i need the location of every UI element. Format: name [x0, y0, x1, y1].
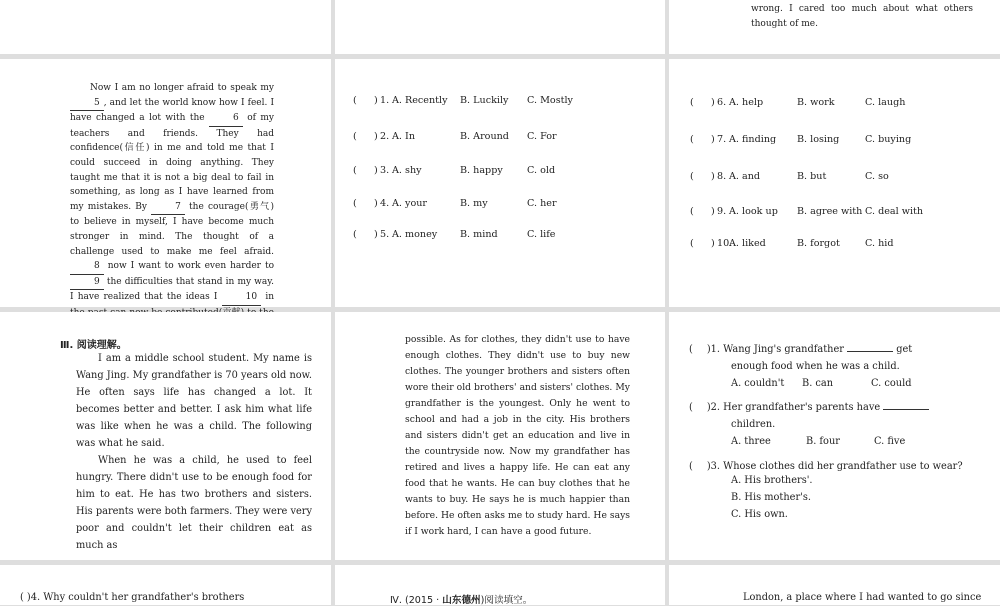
- paren-open: (: [353, 165, 357, 176]
- option-c[interactable]: C. laugh: [865, 97, 906, 108]
- panel-reading-start: [0, 312, 331, 560]
- question-number: 9.: [717, 206, 727, 217]
- paren-close: ): [374, 229, 378, 240]
- paren-close: ): [711, 97, 715, 108]
- question-1-option-b[interactable]: B. can: [802, 378, 834, 389]
- option-a[interactable]: A. your: [392, 198, 427, 209]
- question-1-option-c[interactable]: C. could: [871, 378, 912, 389]
- blank-10[interactable]: 10: [222, 290, 261, 306]
- paren-open: (: [690, 97, 694, 108]
- paren-close: ): [711, 206, 715, 217]
- blank-5[interactable]: 5: [70, 96, 104, 112]
- option-b[interactable]: B. losing: [797, 134, 840, 145]
- panel-cloze-options-6-10: [669, 59, 1000, 307]
- paren-open: (: [353, 198, 357, 209]
- question-3: ( )3. Whose clothes did her grandfather use to wear?: [689, 461, 963, 472]
- blank-9[interactable]: 9: [70, 275, 104, 291]
- option-b[interactable]: B. work: [797, 97, 835, 108]
- panel-bottom-right: [669, 565, 1000, 605]
- panel-top-right: [669, 0, 1000, 54]
- paren-close: ): [374, 131, 378, 142]
- reading-passage-part2: possible. As for clothes, they didn't use to have enough clothes. They didn't use to buy new clothes. The younger brothers and sisters often wore their old brothers' and sisters' clothes. My grandfather is the youngest. Only he went to school and had a job in the city. His brothers and sisters didn't get an education and live in the countryside now. Now my grandfather has retired and lives a happy life. He can eat any food that he wants. He can buy clothes that he wants to buy. He says he is much happier than before. He often asks me to study hard. He says if I work hard, I can have a good future.: [405, 334, 630, 537]
- question-number: 1.: [380, 95, 390, 106]
- passage-fragment: wrong. I cared too much about what others thought of me.: [751, 4, 973, 29]
- option-c[interactable]: C. her: [527, 198, 557, 209]
- paren-close: ): [711, 134, 715, 145]
- question-number: 8.: [717, 171, 727, 182]
- question-2-option-b[interactable]: B. four: [806, 436, 840, 447]
- option-c[interactable]: C. deal with: [865, 206, 924, 217]
- option-a[interactable]: A. shy: [392, 165, 422, 176]
- panel-bottom-middle: [335, 565, 665, 605]
- question-2-option-a[interactable]: A. three: [731, 436, 771, 447]
- cloze-passage: Now I am no longer afraid to speak my 5 , and let the world know how I feel. I have changed a lot with the 6 of my teachers and friends. They had confidence(信任) in me and told me that I could succeed in doing anything. They taught me that it is not a big deal to fail in something, as long as I have learned from my mistakes. By 7 the courage(勇气) to believe in myself, I have become much stronger in mind. The thought of a challenge used to make me feel afraid. 8 now I want to work even harder to 9 the difficulties that stand in my way. I have realized that the ideas I 10 in: [70, 81, 274, 335]
- blank-7[interactable]: 7: [151, 200, 185, 216]
- option-c[interactable]: C. Mostly: [527, 95, 573, 106]
- option-a[interactable]: A. Recently: [392, 95, 448, 106]
- blank-6[interactable]: 6: [209, 111, 243, 127]
- paren-open: (: [353, 229, 357, 240]
- paren-close: ): [711, 238, 715, 249]
- question-number: 2.: [380, 131, 390, 142]
- answer-blank[interactable]: [883, 409, 929, 410]
- panel-questions: [669, 312, 1000, 560]
- paren-open: (: [353, 131, 357, 142]
- option-a[interactable]: A. finding: [729, 134, 777, 145]
- option-a[interactable]: A. money: [392, 229, 438, 240]
- option-b[interactable]: B. Around: [460, 131, 509, 142]
- question-number: 3.: [380, 165, 390, 176]
- question-3-option-a[interactable]: A. His brothers'.: [731, 475, 813, 486]
- panel-top-left: [0, 0, 331, 54]
- option-c[interactable]: C. so: [865, 171, 889, 182]
- section-heading-reading: Ⅲ. 阅读理解。: [60, 340, 127, 351]
- paren-close: ): [711, 171, 715, 182]
- panel-cloze-options-1-5: [335, 59, 665, 307]
- option-b[interactable]: B. but: [797, 171, 827, 182]
- option-c[interactable]: C. buying: [865, 134, 912, 145]
- paren-close: ): [374, 95, 378, 106]
- question-number: 7.: [717, 134, 727, 145]
- option-b[interactable]: B. agree with: [797, 206, 863, 217]
- question-4: ( )4. Why couldn't her grandfather's brothers: [20, 592, 245, 603]
- question-number: 6.: [717, 97, 727, 108]
- option-b[interactable]: B. mind: [460, 229, 498, 240]
- panel-cloze-passage: [0, 59, 331, 307]
- option-b[interactable]: B. Luckily: [460, 95, 509, 106]
- question-number: 5.: [380, 229, 390, 240]
- panel-top-middle: [335, 0, 665, 54]
- option-a[interactable]: A. and: [729, 171, 761, 182]
- section-heading-fill: Ⅳ. (2015 · 山东德州)阅读填空。: [390, 595, 533, 606]
- reading-passage-part1: I am a middle school student. My name is Wang Jing. My grandfather is 70 years old now. He often says life has changed a lot. It becomes better and better. I ask him what life was like when he was a child. The following was what he said. When he was a child, he used to feel hungry. There didn't use to be enough food for him to eat. He has two brothers and sisters. His parents were both farmers. They were very poor and couldn't let their children eat as much as: [76, 353, 312, 551]
- passage-fragment-bottom: London, a place where I had wanted to go since: [743, 592, 982, 603]
- question-1: ( )1. Wang Jing's grandfather get: [689, 344, 913, 355]
- option-a[interactable]: A. liked: [729, 238, 766, 249]
- blank-8[interactable]: 8: [70, 259, 104, 275]
- paren-close: ): [374, 165, 378, 176]
- panel-reading-continued: [335, 312, 665, 560]
- option-b[interactable]: B. forgot: [797, 238, 840, 249]
- option-a[interactable]: A. help: [729, 97, 764, 108]
- question-number: 4.: [380, 198, 390, 209]
- question-2: ( )2. Her grandfather's parents have: [689, 402, 929, 413]
- question-2-stem-cont: children.: [731, 419, 776, 430]
- question-1-option-a[interactable]: A. couldn't: [731, 378, 785, 389]
- question-1-stem-cont: enough food when he was a child.: [731, 361, 900, 372]
- paren-close: ): [374, 198, 378, 209]
- answer-blank[interactable]: [847, 351, 893, 352]
- option-a[interactable]: A. look up: [729, 206, 778, 217]
- question-3-option-c[interactable]: C. His own.: [731, 509, 788, 520]
- question-3-option-b[interactable]: B. His mother's.: [731, 492, 811, 503]
- option-b[interactable]: B. happy: [460, 165, 503, 176]
- paren-open: (: [690, 134, 694, 145]
- paren-open: (: [690, 206, 694, 217]
- option-a[interactable]: A. In: [392, 131, 415, 142]
- question-number: 10.: [717, 238, 733, 249]
- option-b[interactable]: B. my: [460, 198, 488, 209]
- option-c[interactable]: C. hid: [865, 238, 894, 249]
- option-c[interactable]: C. life: [527, 229, 556, 240]
- paren-open: (: [353, 95, 357, 106]
- question-2-option-c[interactable]: C. five: [874, 436, 906, 447]
- paren-open: (: [690, 238, 694, 249]
- paren-open: (: [690, 171, 694, 182]
- panel-bottom-left: [0, 565, 331, 605]
- option-c[interactable]: C. old: [527, 165, 556, 176]
- option-c[interactable]: C. For: [527, 131, 557, 142]
